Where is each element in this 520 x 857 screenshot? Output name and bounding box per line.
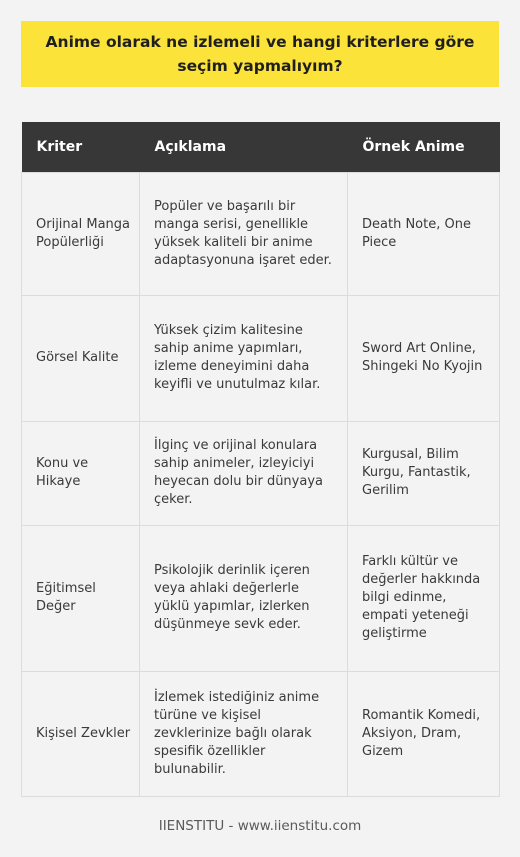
table-row xyxy=(22,421,500,525)
header-ornek-anime: Örnek Anime xyxy=(348,122,500,172)
table-row xyxy=(22,295,500,421)
cell-kriter: Orijinal Manga Popülerliği xyxy=(22,172,140,295)
cell-aciklama: İzlemek istediğiniz anime türüne ve kişisel zevklerinize bağlı olarak spesifik özellikler bulunabilir. xyxy=(140,671,348,796)
cell-ornek-anime: Romantik Komedi, Aksiyon, Dram, Gizem xyxy=(348,671,500,796)
cell-ornek-anime: Kurgusal, Bilim Kurgu, Fantastik, Gerilim xyxy=(348,421,500,525)
header-aciklama: Açıklama xyxy=(140,122,348,172)
table-header-row xyxy=(22,122,500,172)
cell-kriter: Kişisel Zevkler xyxy=(22,671,140,796)
cell-ornek-anime: Farklı kültür ve değerler hakkında bilgi edinme, empati yeteneği geliştirme xyxy=(348,525,500,671)
cell-ornek-anime: Death Note, One Piece xyxy=(348,172,500,295)
title-banner xyxy=(21,21,499,87)
cell-kriter: Görsel Kalite xyxy=(22,295,140,421)
table-row xyxy=(22,172,500,295)
cell-aciklama: Yüksek çizim kalitesine sahip anime yapımları, izleme deneyimini daha keyifli ve unutulmaz kılar. xyxy=(140,295,348,421)
cell-kriter: Konu ve Hikaye xyxy=(22,421,140,525)
cell-aciklama: İlginç ve orijinal konulara sahip animeler, izleyiciyi heyecan dolu bir dünyaya çeker. xyxy=(140,421,348,525)
criteria-table xyxy=(21,122,500,797)
page-title: Anime olarak ne izlemeli ve hangi kriterlere göre seçim yapmalıyım? xyxy=(45,33,475,75)
cell-aciklama: Popüler ve başarılı bir manga serisi, genellikle yüksek kaliteli bir anime adaptasyonuna işaret eder. xyxy=(140,172,348,295)
table-row xyxy=(22,671,500,796)
footer-credit: IIENSTITU - www.iienstitu.com xyxy=(158,818,362,834)
cell-ornek-anime: Sword Art Online, Shingeki No Kyojin xyxy=(348,295,500,421)
header-kriter: Kriter xyxy=(22,122,140,172)
cell-kriter: Eğitimsel Değer xyxy=(22,525,140,671)
table-row xyxy=(22,525,500,671)
cell-aciklama: Psikolojik derinlik içeren veya ahlaki değerlerle yüklü yapımlar, izlerken düşünmeye sevk eder. xyxy=(140,525,348,671)
